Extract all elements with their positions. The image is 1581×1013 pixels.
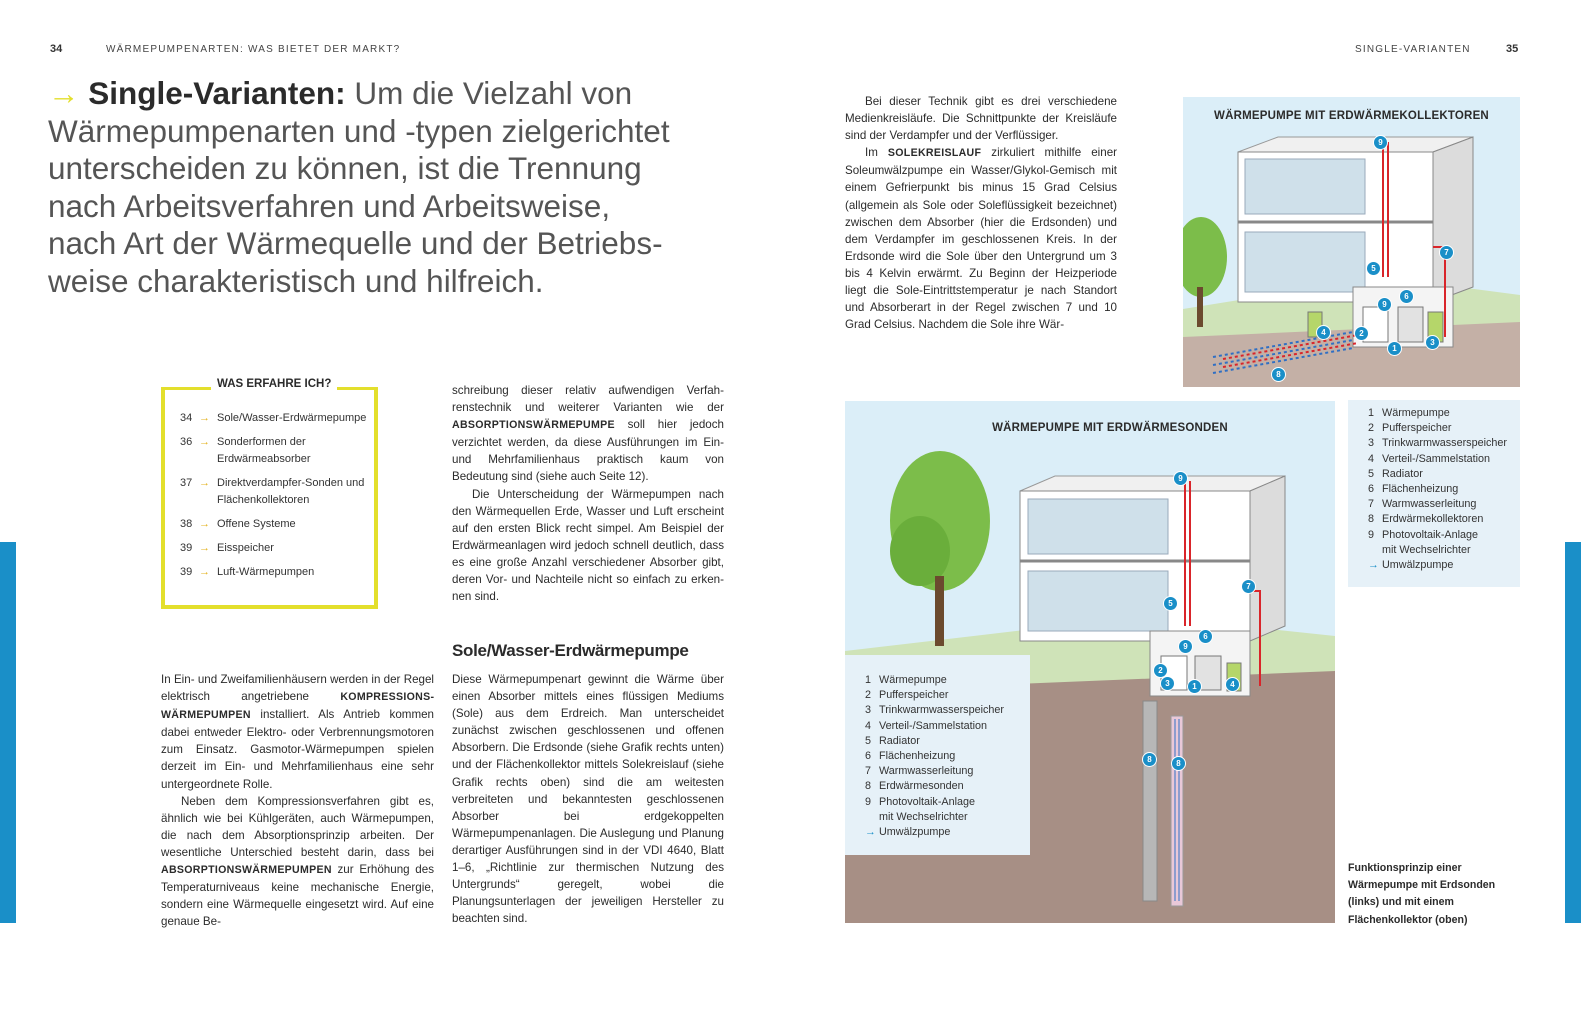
badge-6: 6 [1399, 289, 1414, 304]
pump-arrow-icon: → [865, 826, 876, 839]
house-illustration [1183, 97, 1520, 387]
legend-item: 9 Photovoltaik-Anlage mit Wechselrichter [865, 795, 976, 823]
toc-label: Erdwärmeabsorber [217, 453, 311, 465]
legend-item: 5 Radiator [1368, 467, 1423, 480]
badge-7: 7 [1439, 245, 1454, 260]
toc-arrow-icon: → [199, 542, 210, 554]
intro-lead: Single-Varianten: [88, 75, 346, 111]
body-column-2b [452, 671, 724, 927]
legend-item: 1 Wärmepumpe [1368, 407, 1450, 419]
toc-entry[interactable] [180, 475, 370, 509]
legend-item: 4 Verteil-/Sammelstation [1368, 452, 1491, 465]
badge-1: 1 [1387, 341, 1402, 356]
toc-label: Sonderformen der [217, 436, 306, 448]
legend-item: 5 Radiator [865, 734, 920, 747]
badge-5: 5 [1366, 261, 1381, 276]
body-column-3 [845, 93, 1117, 333]
badge-5: 5 [1163, 596, 1178, 611]
legend-item: 8 Erdwärmekollektoren [1368, 513, 1484, 526]
legend-item: 6 Flächenheizung [1368, 483, 1459, 496]
legend-item: 3 Trinkwarmwasserspeicher [865, 704, 1004, 717]
intro-heading [48, 75, 748, 301]
body-column-1 [161, 671, 434, 930]
body-text: soll hier jedoch verzichtet werden, da diese Ausführungen im Ein- und Mehrfamilienhaus praktisch kaum von Bedeutung sind (siehe auch Seite 12). [452, 418, 724, 484]
body-text: installiert. Als Antrieb kommen dabei entweder Elektro- oder Verbrennungsmotoren zum Einsatz. Gasmotor-Wärmepumpen spielen derzeit im Ein- und Mehrfamilienhaus eine sehr untergeordnete Rolle. [161, 708, 434, 791]
toc-entry[interactable] [180, 564, 370, 581]
badge-9: 9 [1377, 297, 1392, 312]
intro-line: Wärmepumpenarten und -typen zielgerichtet [48, 112, 670, 149]
badge-3: 3 [1160, 676, 1175, 691]
badge-8: 8 [1142, 752, 1157, 767]
toc-arrow-icon: → [199, 436, 210, 448]
badge-4: 4 [1225, 677, 1240, 692]
legend-item: 7 Warmwasserleitung [1368, 498, 1477, 511]
legend-item: 4 Verteil-/Sammelstation [865, 719, 988, 732]
badge-8: 8 [1171, 756, 1186, 771]
badge-9: 9 [1173, 471, 1188, 486]
toc-page: 39 [180, 542, 193, 554]
toc-label: Eisspeicher [217, 542, 274, 554]
badge-3: 3 [1425, 335, 1440, 350]
left-page-number: 34 [50, 43, 63, 55]
body-text: zur Erhöhung des Temperaturniveaus keine mechanische Energie, sondern eine Wärmequelle eingesetzt wird. Auf eine genaue Be- [161, 863, 434, 929]
right-edge-bar [1565, 542, 1581, 923]
intro-line: weise charakteristisch und hilfreich. [48, 262, 544, 299]
toc-entry[interactable] [180, 516, 370, 533]
badge-2: 2 [1354, 326, 1369, 341]
keyword: ABSORPTIONSWÄRMEPUMPE [452, 419, 615, 432]
legend-item: 8 Erdwärmesonden [865, 780, 964, 793]
intro-line: nach Arbeitsverfahren und Arbeitsweise, [48, 187, 611, 224]
intro-line: unterscheiden zu können, ist die Trennung [48, 150, 642, 187]
right-page-number: 35 [1506, 43, 1519, 55]
figure-title: WÄRMEPUMPE MIT ERDWÄRMEKOLLEKTOREN [1214, 110, 1489, 122]
body-text: In Ein- und Zweifamilienhäusern werden in der Regel elektrisch angetriebene [161, 673, 434, 704]
caption-line: Flächenkollektor (oben) [1348, 913, 1468, 926]
toc-label: Direktverdampfer-Sonden und [217, 477, 365, 489]
figure-title: WÄRMEPUMPE MIT ERDWÄRMESONDEN [992, 422, 1228, 434]
toc-label: Offene Systeme [217, 518, 296, 530]
pump-arrow-icon: → [1368, 559, 1379, 572]
figure-collectors [1183, 97, 1520, 387]
body-column-2 [452, 382, 724, 605]
keyword: KOMPRESSIONSWÄRMEPUMPEN [161, 691, 434, 722]
toc-label: Luft-Wärmepumpen [217, 566, 315, 578]
toc-label: Sole/Wasser-Erdwärmepumpe [217, 412, 367, 424]
legend-item: 3 Trinkwarmwasserspeicher [1368, 437, 1507, 450]
caption-line: (links) und mit einem [1348, 896, 1454, 909]
body-text: Neben dem Kompressionsverfahren gibt es, ähnlich wie bei Kühlgeräten, auch Wärmepumpen, die nach dem Absorptionsprinzip arbeiten. Der wesentliche Unterschied besteht darin, dass bei [161, 794, 434, 859]
figure-caption [1348, 860, 1523, 929]
badge-6: 6 [1198, 629, 1213, 644]
toc-page: 34 [180, 412, 193, 424]
toc-page: 37 [180, 477, 193, 489]
toc-entry[interactable] [180, 434, 370, 468]
toc-arrow-icon: → [199, 518, 210, 530]
legend-item: 7 Warmwasserleitung [865, 765, 974, 778]
toc-entry[interactable] [180, 410, 370, 427]
toc-page: 36 [180, 436, 193, 448]
body-text: zirkuliert mithilfe einer Soleumwälzpumpe ein Wasser/Glykol-Gemisch mit einem Gefrierpunkt bis minus 15 Grad Celsius (allgemein als Sole oder Soleflüssigkeit bezeichnet) zwischen dem Absorber (hier die Erdsonden) und dem Verdampfer im geschlossenen Kreis. In der Erdsonde wird die Sole über den Untergrund um 3 bis 4 Kelvin erwärmt. Zu Beginn der Heizperiode liegt die Sole-Eintrittstemperatur je nach Standort und Absorberart in der Regel zwischen 7 und 10 Grad Celsius. Nachdem die Sole ihre Wär- [845, 146, 1117, 332]
subheading: Sole/Wasser-Erdwärmepumpe [452, 641, 689, 660]
toc-label: Flächenkollektoren [217, 494, 310, 506]
badge-9: 9 [1178, 639, 1193, 654]
keyword: ABSORPTIONSWÄRMEPUMPEN [161, 864, 332, 877]
caption-line: Funktionsprinzip einer [1348, 862, 1462, 874]
legend-bottom [865, 673, 1027, 840]
legend-item: 2 Pufferspeicher [865, 689, 949, 702]
body-text: Im [865, 146, 888, 160]
left-edge-bar [0, 542, 16, 923]
toc-arrow-icon: → [199, 477, 210, 489]
badge-2: 2 [1153, 663, 1168, 678]
toc-list [180, 410, 370, 581]
badge-1: 1 [1187, 679, 1202, 694]
intro-arrow-icon: → [48, 75, 80, 111]
body-text: Bei dieser Technik gibt es drei verschiedene Medienkreisläufe. Die Schnittpunkte der Kreisläufe sind der Verdampfer und der Verflüssiger. [845, 95, 1117, 143]
legend-item: 1 Wärmepumpe [865, 674, 947, 686]
keyword: SOLEKREISLAUF [887, 147, 982, 160]
badge-4: 4 [1316, 325, 1331, 340]
right-running-title: SINGLE-VARIANTEN [1355, 44, 1471, 55]
body-text: Diese Wärmepumpenart gewinnt die Wärme über einen Absorber mittels eines flüssigen Mediums (Sole) aus dem Erdreich. Man unterscheidet zunächst zwischen geschlossenen und offenen Absorbern. Die Erdsonde (siehe Grafik rechts unten) und der Flächenkollektor mittels Solekreislauf (siehe Grafik rechts oben) sind die am weitesten verbreiteten und bekanntesten geschlossenen Absorber bei erdgekoppelten Wärmepumpenanlagen. Die Auslegung und Planung derartiger Ausführungen sind in der VDI 4640, Blatt 1–6, „Richtlinie zur thermischen Nutzung des Untergrunds“ geregelt, wobei die Planungsunterlagen der jeweiligen Hersteller zu beachten sind. [452, 673, 724, 926]
toc-title: WAS ERFAHRE ICH? [211, 378, 337, 390]
intro-line: Um die Vielzahl von [345, 75, 633, 111]
toc-page: 39 [180, 566, 193, 578]
legend-item: → Umwälzpumpe [1368, 558, 1518, 573]
legend-item: 6 Flächenheizung [865, 750, 956, 763]
body-text: schreibung dieser relativ aufwendigen Verfahrenstechnik und weiterer Varianten wie der [452, 384, 724, 415]
body-text: Die Unterscheidung der Wärmepumpen nach den Wärmequellen Erde, Wasser und Luft erscheint auf den ersten Blick recht simpel. Am Beispiel der Erdwärmeanlagen wird jedoch schnell deutlich, dass es eine große Anzahl verschiedener Absorber gibt, deren Vor- und Nachteile nicht so einfach zu erkennen sind. [452, 487, 724, 604]
legend-top [1368, 406, 1518, 573]
toc-arrow-icon: → [199, 412, 210, 424]
legend-item: → Umwälzpumpe [865, 825, 1027, 840]
legend-item: 2 Pufferspeicher [1368, 422, 1452, 435]
legend-item: 9 Photovoltaik-Anlage mit Wechselrichter [1368, 528, 1479, 556]
toc-entry[interactable] [180, 540, 370, 557]
badge-8: 8 [1271, 367, 1286, 382]
toc-page: 38 [180, 518, 193, 530]
badge-9: 9 [1373, 135, 1388, 150]
toc-arrow-icon: → [199, 566, 210, 578]
caption-line: Wärmepumpe mit Erdsonden [1348, 879, 1496, 892]
left-running-title: WÄRMEPUMPENARTEN: WAS BIETET DER MARKT? [106, 44, 401, 55]
badge-7: 7 [1241, 579, 1256, 594]
intro-line: nach Art der Wärmequelle und der Betriebs- [48, 225, 663, 262]
